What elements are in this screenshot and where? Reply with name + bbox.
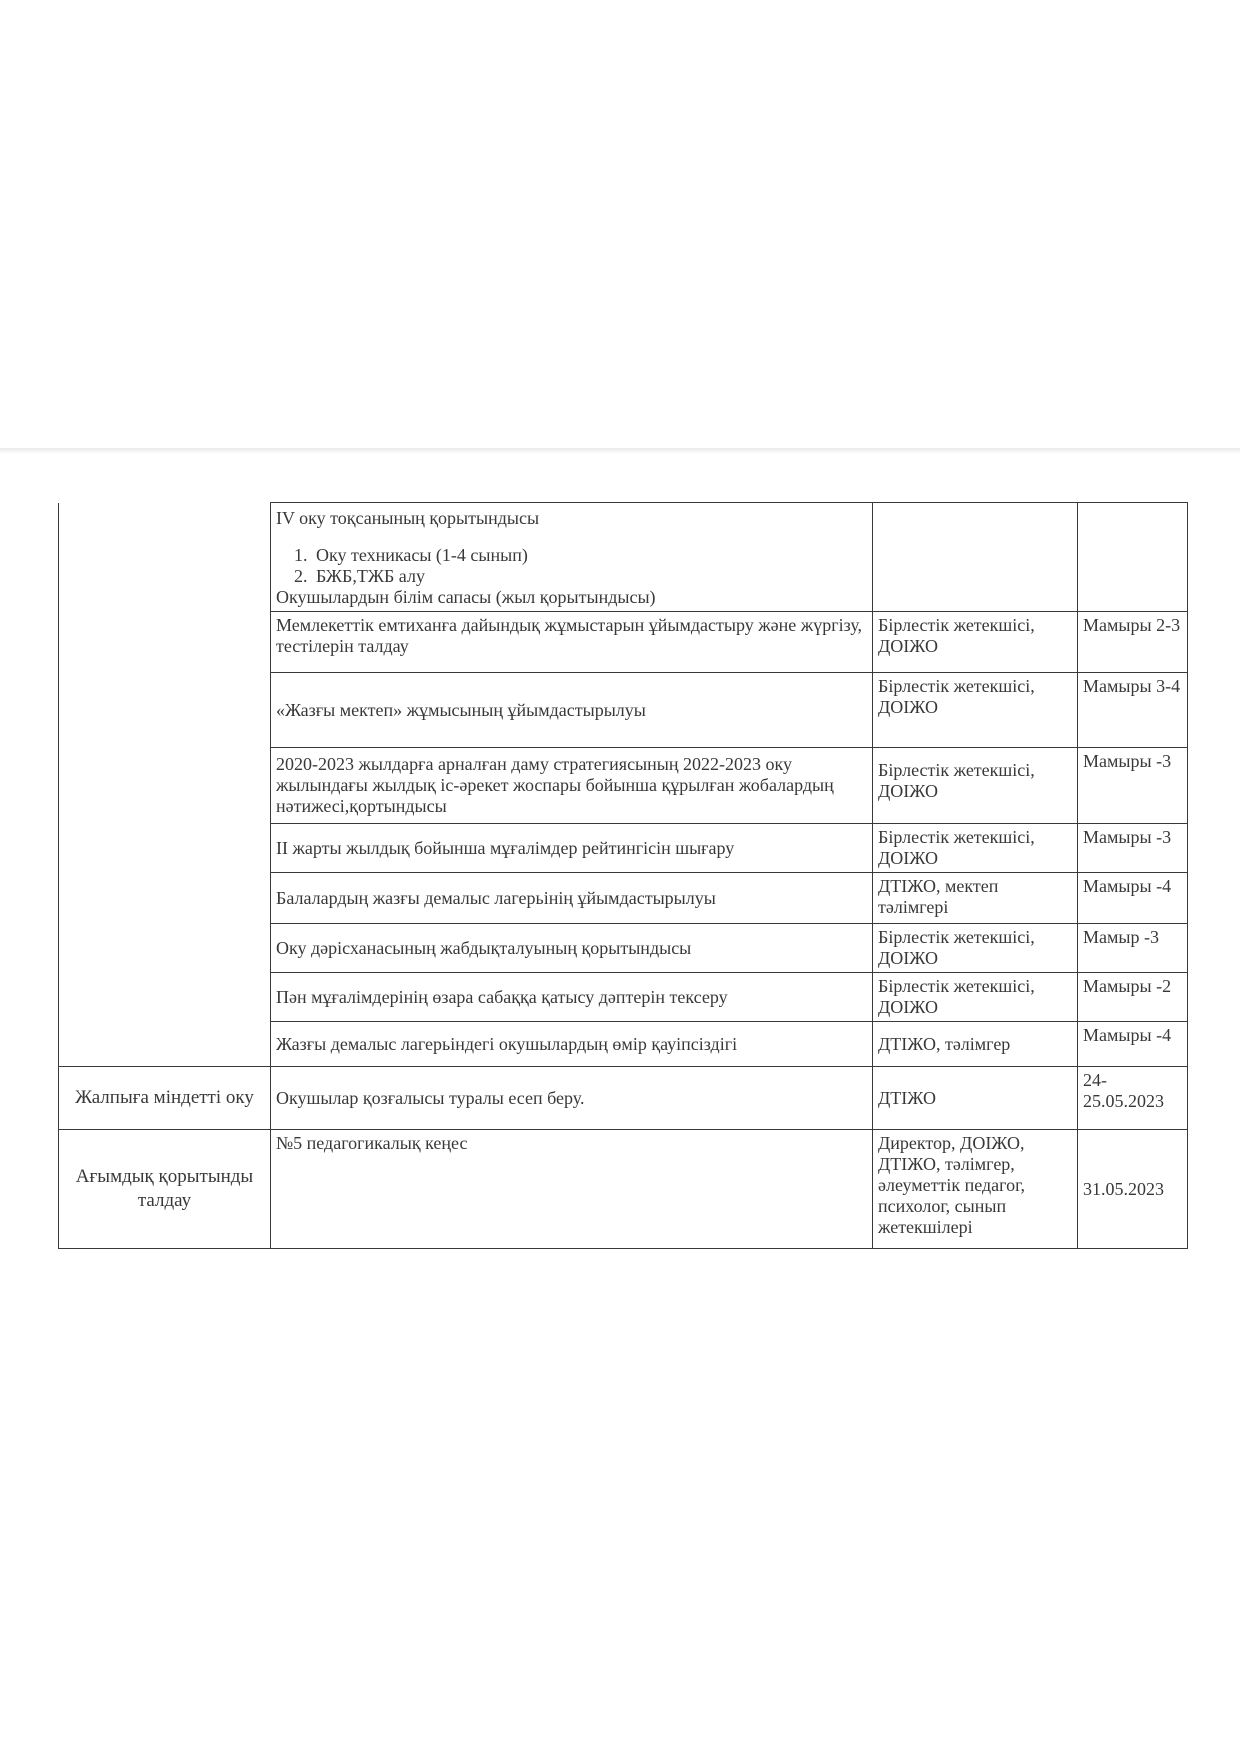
responsible-cell: ДТІЖО [873, 1067, 1078, 1130]
section-label-current-analysis: Ағымдық қорытынды талдау [59, 1130, 271, 1249]
date-cell: 24-25.05.2023 [1078, 1067, 1188, 1130]
date-cell: Мамыры 3-4 [1078, 673, 1188, 748]
table-row [59, 1067, 1188, 1130]
task-cell: Оку дәрісханасының жабдықталуының қорытындысы [271, 924, 873, 973]
responsible-cell: ДТІЖО, мектеп тәлімгері [873, 873, 1078, 924]
table-row [59, 1130, 1188, 1249]
task-cell: Балалардың жазғы демалыс лагерьінің ұйымдастырылуы [271, 873, 873, 924]
scan-edge [0, 448, 1240, 454]
quarter-summary-cell [271, 503, 873, 612]
section-cell-empty [59, 503, 271, 1067]
task-cell: Пән мұғалімдерінің өзара сабаққа қатысу дәптерін тексеру [271, 973, 873, 1022]
date-cell [1078, 503, 1188, 612]
quarter-summary-list [276, 545, 867, 587]
responsible-cell: Бірлестік жетекшісі, ДОІЖО [873, 924, 1078, 973]
responsible-cell: Бірлестік жетекшісі, ДОІЖО [873, 973, 1078, 1022]
task-cell: №5 педагогикалық кеңес [271, 1130, 873, 1249]
date-cell: Мамыры -3 [1078, 748, 1188, 824]
responsible-cell: ДТІЖО, тәлімгер [873, 1022, 1078, 1067]
date-cell: Мамыр -3 [1078, 924, 1188, 973]
task-cell: 2020-2023 жылдарға арналған даму стратегиясының 2022-2023 оку жылындағы жылдық іс-әрекет жоспары бойынша құрылған жобалардың нәтижесі,қортындысы [271, 748, 873, 824]
quarter-summary-title: IV оку тоқсанының қорытындысы [276, 508, 540, 528]
table-row [59, 503, 1188, 612]
task-cell: ІІ жарты жылдық бойынша мұғалімдер рейтингісін шығару [271, 824, 873, 873]
date-cell: Мамыры -2 [1078, 973, 1188, 1022]
responsible-cell: Бірлестік жетекшісі, ДОІЖО [873, 824, 1078, 873]
responsible-cell: Директор, ДОІЖО, ДТІЖО, тәлімгер, әлеуметтік педагог, психолог, сынып жетекшілері [873, 1130, 1078, 1249]
date-cell: Мамыры -4 [1078, 1022, 1188, 1067]
date-cell: Мамыры 2-3 [1078, 612, 1188, 673]
section-label-compulsory: Жалпыға міндетті оку [59, 1067, 271, 1130]
responsible-cell: Бірлестік жетекшісі, ДОІЖО [873, 612, 1078, 673]
responsible-cell [873, 503, 1078, 612]
task-cell: «Жазғы мектеп» жұмысының ұйымдастырылуы [271, 673, 873, 748]
knowledge-quality-text: Окушылардын білім сапасы (жыл қорытындысы) [276, 587, 656, 607]
task-cell: Окушылар қозғалысы туралы есеп беру. [271, 1067, 873, 1130]
responsible-cell: Бірлестік жетекшісі, ДОІЖО [873, 748, 1078, 824]
task-cell: Жазғы демалыс лагерьіндегі окушылардың өмір қауіпсіздігі [271, 1022, 873, 1067]
list-item: 2. БЖБ,ТЖБ алу [312, 566, 867, 587]
task-cell: Мемлекеттік емтиханға дайындық жұмыстарын ұйымдастыру және жүргізу, тестілерін талдау [271, 612, 873, 673]
date-cell: Мамыры -3 [1078, 824, 1188, 873]
date-cell: 31.05.2023 [1078, 1130, 1188, 1249]
work-plan-table [58, 502, 1188, 1249]
list-item: 1. Оку техникасы (1-4 сынып) [312, 545, 867, 566]
date-cell: Мамыры -4 [1078, 873, 1188, 924]
responsible-cell: Бірлестік жетекшісі, ДОІЖО [873, 673, 1078, 748]
